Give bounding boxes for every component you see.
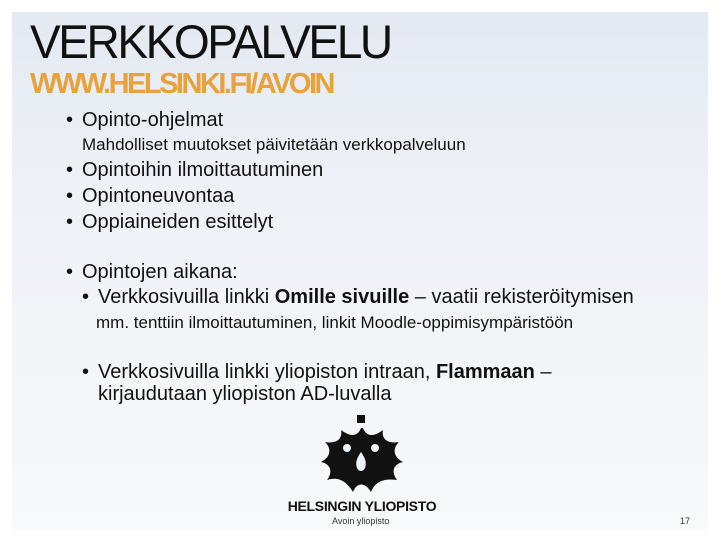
sub-bullet-flammaan (82, 360, 552, 384)
bullet-text: Opinto-ohjelmat (82, 109, 224, 131)
sub-bullet-text: Verkkosivuilla linkki (98, 286, 275, 308)
bullet-marker: • (66, 211, 74, 233)
bullet-text: Opintoihin ilmoittautuminen (82, 159, 324, 181)
bold-link-flammaan: Flammaan (435, 361, 535, 383)
bullet-ilmoittautuminen (66, 158, 323, 182)
page-number: 17 (680, 516, 691, 526)
bullet-marker: • (82, 361, 90, 383)
sub-bullet-text-end: – (534, 361, 552, 383)
bullet-marker: • (66, 185, 74, 207)
bold-link-omille-sivuille: Omille sivuille (274, 286, 410, 308)
bullet-opinto-ohjelmat (66, 108, 223, 132)
bullet-note: Mahdolliset muutokset päivitetään verkkopalveluun (82, 135, 466, 154)
bullet-marker: • (66, 261, 74, 283)
bullet-text: Opintoneuvontaa (82, 185, 235, 207)
sub-bullet-continuation: mm. tenttiin ilmoittautuminen, linkit Moodle-oppimisympäristöön (96, 313, 574, 332)
bullet-opintojen-aikana (66, 260, 238, 284)
bullet-text: Oppiaineiden esittelyt (82, 211, 274, 233)
sub-bullet-text: Verkkosivuilla linkki yliopiston intraan, (98, 361, 436, 383)
slide-title: VERKKOPALVELU (30, 15, 391, 68)
bullet-marker: • (66, 109, 74, 131)
flame-torch-icon (317, 412, 407, 498)
university-logo (280, 412, 444, 522)
bullet-opintoneuvontaa (66, 184, 234, 208)
sub-bullet-continuation: kirjaudutaan yliopiston AD-luvalla (98, 383, 392, 405)
bullet-marker: • (82, 286, 90, 308)
bullet-marker: • (66, 159, 74, 181)
footer-label: Avoin yliopisto (332, 516, 390, 526)
slide-subtitle-url: WWW.HELSINKI.FI/AVOIN (30, 68, 333, 100)
sub-bullet-omille-sivuille (82, 285, 634, 309)
bullet-oppiaineiden-esittelyt (66, 210, 273, 234)
logo-wordmark: HELSINGIN YLIOPISTO (287, 498, 437, 514)
bullet-text: Opintojen aikana: (82, 261, 238, 283)
sub-bullet-text-end: – vaatii rekisteröitymisen (409, 286, 634, 308)
